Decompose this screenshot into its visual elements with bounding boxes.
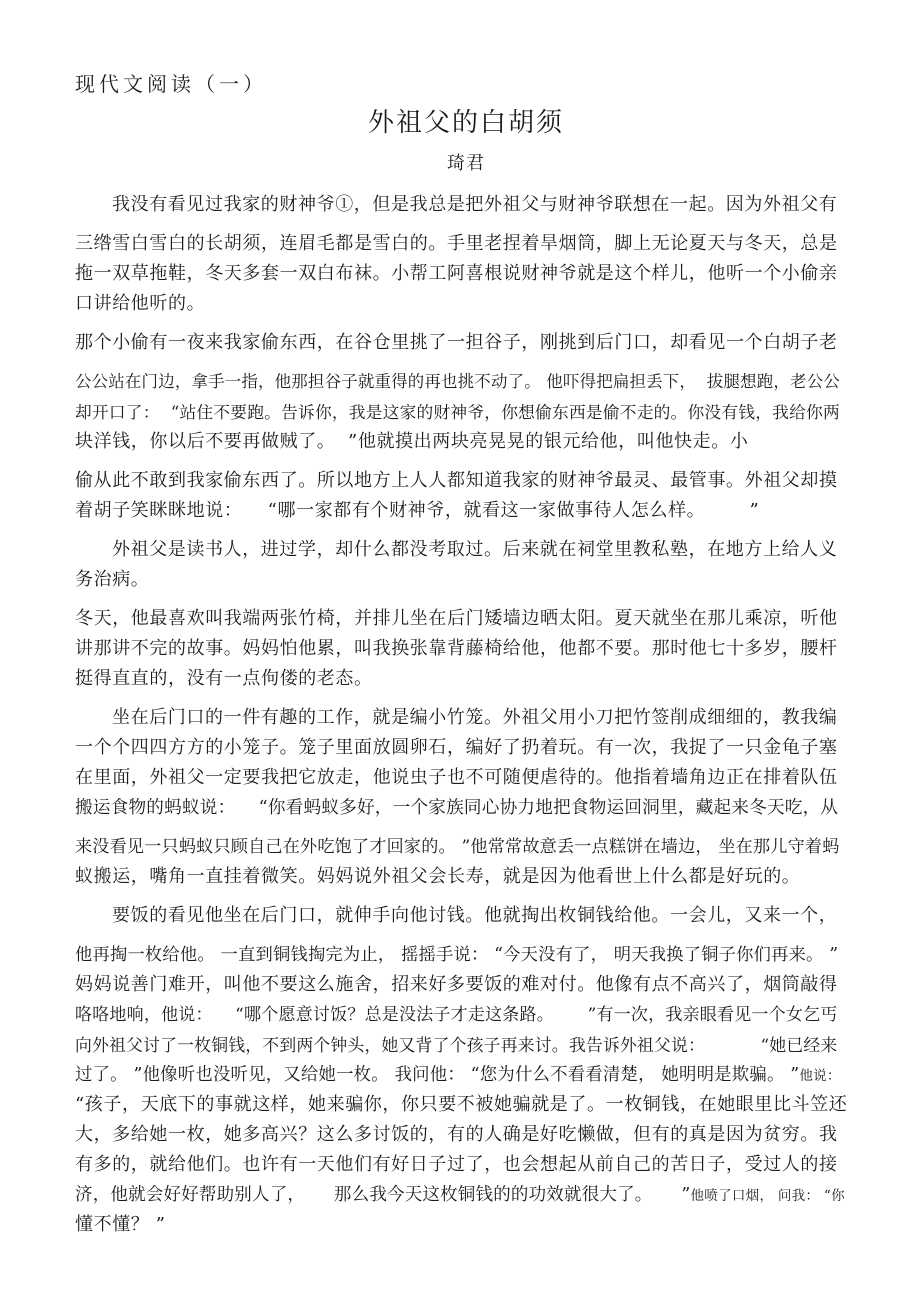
- text-line-main: 懂不懂？ ”: [75, 1214, 166, 1235]
- text-line-main: 济，他就会好好帮助别人了， 那么我今天这枚铜钱的的功效就很大了。 ”: [75, 1185, 691, 1205]
- text-line: [75, 367, 857, 397]
- text-line-main: 蚁搬运，嘴角一直挂着微笑。妈妈说外祖父会长寿，就是因为他看世上什么都是好玩的。: [75, 866, 801, 887]
- text-line-main: 他再掏一枚给他。 一直到铜钱掏完为止， 摇摇手说： “今天没有了， 明天我换了铜子你们再来。 ”: [75, 945, 839, 965]
- text-line: [75, 862, 857, 892]
- text-line: [75, 763, 857, 793]
- text-line-main: 那个小偷有一夜来我家偷东西，在谷仓里挑了一担谷子，刚挑到后门口，却看见一个白胡子老: [75, 332, 838, 353]
- text-line-main: 外祖父是读书人，进过学，却什么都没考取过。后来就在祠堂里教私塾，在地方上给人义: [112, 539, 838, 560]
- text-line-small-tail: 他说：: [799, 1068, 841, 1084]
- text-line: [75, 733, 857, 763]
- text-line-main: 讲那讲不完的故事。妈妈怕他累，叫我换张靠背藤椅给他，他都不要。那时他七十多岁，腰杆: [75, 638, 838, 659]
- text-line-main: 块洋钱，你以后不要再做贼了。 ”他就摸出两块亮晃晃的银元给他，叫他快走。小: [75, 431, 749, 452]
- text-line-main: 着胡子笑眯眯地说： “哪一家都有个财神爷，就看这一家做事待人怎么样。 ”: [75, 500, 760, 521]
- text-line: [75, 535, 857, 565]
- text-line: [75, 397, 857, 427]
- text-line-main: 三绺雪白雪白的长胡须，连眉毛都是雪白的。手里老捏着旱烟筒，脚上无论夏天与冬天，总是: [75, 233, 838, 254]
- text-line-main: 偷从此不敢到我家偷东西了。所以地方上人人都知道我家的财神爷最灵、最管事。外祖父却摸: [75, 470, 838, 491]
- text-line-main: 坐在后门口的一件有趣的工作，就是编小竹笼。外祖父用小刀把竹签削成细细的，教我编: [112, 707, 838, 728]
- text-line: [75, 466, 857, 496]
- text-line-main: 挺得直直的，没有一点佝偻的老态。: [75, 668, 373, 689]
- text-line-main: 公公站在门边，拿手一指，他那担谷子就重得的再也挑不动了。 他吓得把扁担丢下， 拔腿想跑，老公公: [75, 372, 840, 391]
- text-line: [75, 1210, 857, 1240]
- text-line: [75, 970, 857, 1000]
- text-line: [75, 289, 857, 319]
- text-line: [75, 1150, 857, 1180]
- text-line-main: 来没看见一只蚂蚁只顾自己在外吃饱了才回家的。 ”他常常故意丢一点糕饼在墙边， 坐在那儿守着蚂: [75, 837, 840, 857]
- text-line-main: “孩子，天底下的事就这样，她来骗你，你只要不被她骗就是了。一枚铜钱，在她眼里比斗笠还: [75, 1094, 848, 1115]
- text-line: [75, 793, 857, 823]
- text-line: [75, 328, 857, 358]
- author-name: 琦君: [447, 153, 485, 174]
- text-line-main: 要饭的看见他坐在后门口，就伸手向他讨钱。他就掏出枚铜钱给他。一会儿，又来一个，: [112, 905, 838, 926]
- text-line: [75, 634, 857, 664]
- text-line-main: 我没有看见过我家的财神爷①，但是我总是把外祖父与财神爷联想在一起。因为外祖父有: [112, 194, 838, 215]
- text-line-main: 在里面，外祖父一定要我把它放走，他说虫子也不可随便虐待的。他指着墙角边正在排着队伍: [75, 767, 838, 788]
- text-line-main: 口讲给他听的。: [75, 293, 206, 314]
- text-line: [75, 832, 857, 862]
- text-line-main: 却开口了： “站住不要跑。告诉你，我是这家的财神爷，你想偷东西是偷不走的。你没有钱，我给你两: [75, 402, 840, 422]
- text-line-main: 务治病。: [75, 569, 150, 590]
- text-line: [75, 1180, 857, 1210]
- text-line-main: 冬天，他最喜欢叫我端两张竹椅，并排儿坐在后门矮墙边晒太阳。夏天就坐在那儿乘凉，听他: [75, 608, 838, 629]
- document-title: 外祖父的白胡须: [367, 108, 564, 138]
- text-line: [75, 427, 857, 457]
- text-line: [75, 1060, 857, 1090]
- text-line-main: 拖一双草拖鞋，冬天多套一双白布袜。小帮工阿喜根说财神爷就是这个样儿，他听一个小偷亲: [75, 263, 838, 284]
- text-line-main: 咯咯地响，他说： “哪个愿意讨饭？总是没法子才走这条路。 ”有一次，我亲眼看见一个女乞丐: [75, 1005, 838, 1025]
- document-lines: [75, 190, 857, 1240]
- text-line-main: 搬运食物的蚂蚁说： “你看蚂蚁多好，一个家族同心协力地把食物运回洞里，藏起来冬天吃，从: [75, 798, 839, 818]
- section-heading: 现代文阅读（一）: [75, 72, 267, 96]
- text-line-main: 一个个四四方方的小笼子。笼子里面放圆卵石，编好了扔着玩。有一次，我捉了一只金龟子塞: [75, 737, 838, 758]
- document-content: [75, 0, 857, 1240]
- text-line: [75, 901, 857, 931]
- text-line: [75, 229, 857, 259]
- text-line-main: 过了。 ”他像听也没听见，又给她一枚。 我问他： “您为什么不看看清楚， 她明明是欺骗。 ”: [75, 1065, 800, 1085]
- text-line-main: 向外祖父讨了一枚铜钱，不到两个钟头，她又背了个孩子再来讨。我告诉外祖父说： “她已经来: [75, 1035, 838, 1055]
- text-line: [75, 1090, 857, 1120]
- text-line: [75, 1120, 857, 1150]
- text-line: [75, 496, 857, 526]
- text-line: [75, 604, 857, 634]
- text-line-small-tail: 他喷了口烟， 问我： “你: [690, 1188, 845, 1204]
- text-line-main: 大，多给她一枚，她多高兴？这么多讨饭的，有的人确是好吃懒做，但有的真是因为贫穷。我: [75, 1124, 838, 1145]
- text-line: [75, 703, 857, 733]
- text-line: [75, 664, 857, 694]
- text-line: [75, 259, 857, 289]
- text-line: [75, 940, 857, 970]
- text-line: [75, 1030, 857, 1060]
- text-line-main: 妈妈说善门难开，叫他不要这么施舍，招来好多要饭的难对付。他像有点不高兴了，烟筒敲得: [75, 974, 838, 995]
- text-line: [75, 190, 857, 220]
- text-line-main: 有多的，就给他们。也许有一天他们有好日子过了，也会想起从前自己的苦日子，受过人的接: [75, 1154, 838, 1175]
- text-line: [75, 565, 857, 595]
- text-line: [75, 1000, 857, 1030]
